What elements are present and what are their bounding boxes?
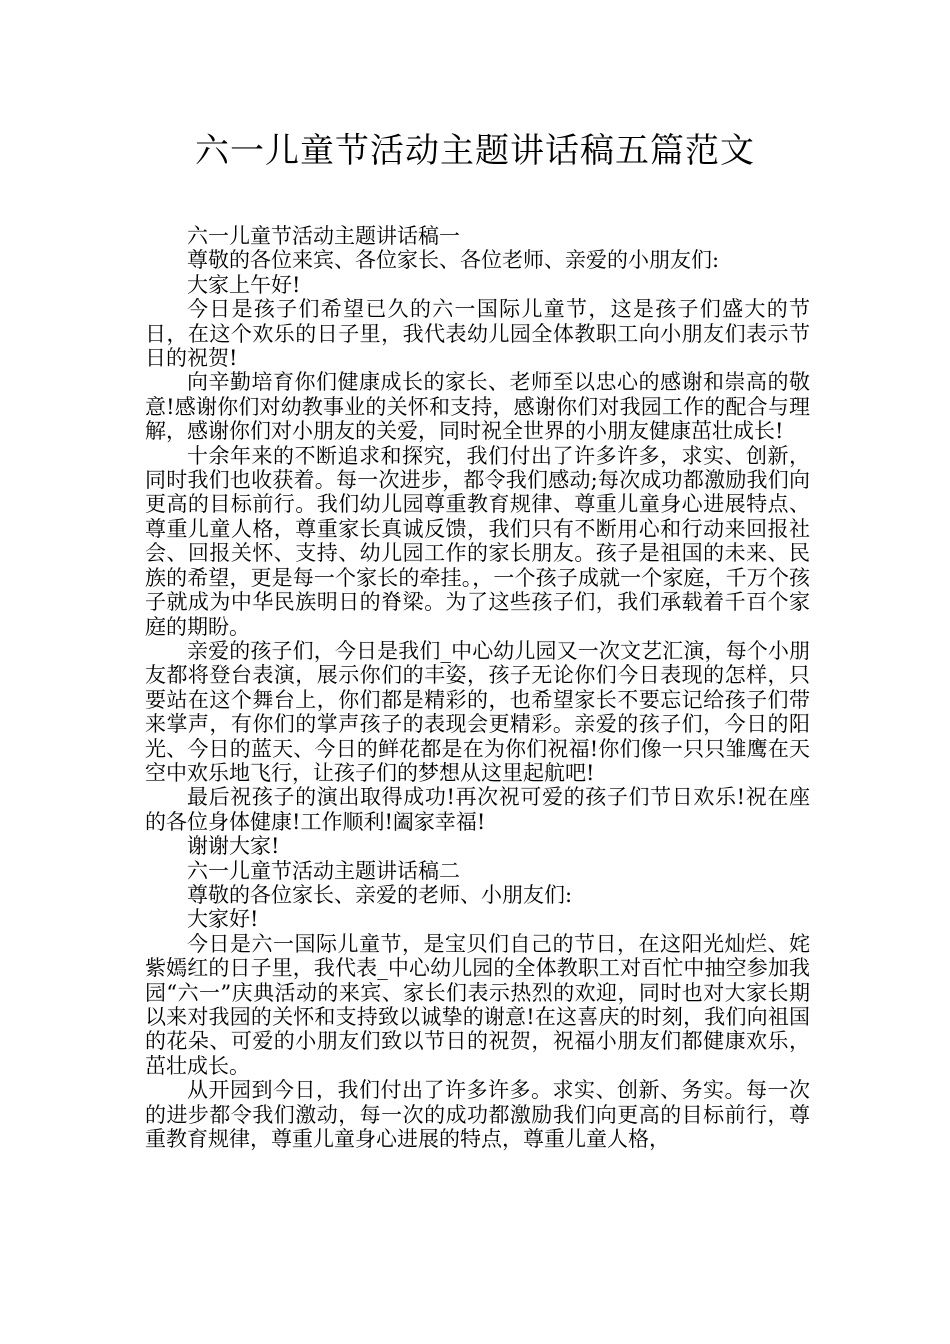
- paragraph: 向辛勤培育你们健康成长的家长、老师至以忠心的感谢和崇高的敬意!感谢你们对幼教事业的关怀和支持，感谢你们对我园工作的配合与理解，感谢你们对小朋友的关爱，同时祝全世界的小朋友健康茁壮成长!: [145, 370, 810, 444]
- paragraph: 亲爱的孩子们，今日是我们_中心幼儿园又一次文艺汇演，每个小朋友都将登台表演，展示你们的丰姿，孩子无论你们今日表现的怎样，只要站在这个舞台上，你们都是精彩的，也希望家长不要忘记给孩子们带来掌声，有你们的掌声孩子的表现会更精彩。亲爱的孩子们，今日的阳光、今日的蓝天、今日的鲜花都是在为你们祝福!你们像一只只雏鹰在天空中欢乐地飞行，让孩子们的梦想从这里起航吧!: [145, 638, 810, 785]
- paragraph: 尊敬的各位来宾、各位家长、各位老师、亲爱的小朋友们:: [187, 248, 720, 273]
- paragraph: 谢谢大家!: [187, 834, 280, 859]
- paragraph: 今日是孩子们希望已久的六一国际儿童节，这是孩子们盛大的节日，在这个欢乐的日子里，我代表幼儿园全体教职工向小朋友们表示节日的祝贺!: [145, 297, 810, 371]
- paragraph: 十余年来的不断追求和探究，我们付出了许多许多，求实、创新，同时我们也收获着。每一次进步，都令我们感动;每次成功都激励我们向更高的目标前行。我们幼儿园尊重教育规律、尊重儿童身心进展特点、尊重儿童人格，尊重家长真诚反馈，我们只有不断用心和行动来回报社会、回报关怀、支持、幼儿园工作的家长朋友。孩子是祖国的未来、民族的希望，更是每一个家长的牵挂。，一个孩子成就一个家庭，千万个孩子就成为中华民族明日的脊梁。为了这些孩子们，我们承载着千百个家庭的期盼。: [145, 443, 810, 639]
- document-body: [145, 224, 810, 1151]
- paragraph: 大家上午好!: [187, 272, 301, 297]
- paragraph: 从开园到今日，我们付出了许多许多。求实、创新、务实。每一次的进步都令我们激动，每一次的成功都激励我们向更高的目标前行，尊重教育规律，尊重儿童身心进展的特点，尊重儿童人格，: [145, 1078, 810, 1152]
- paragraph: 六一儿童节活动主题讲话稿二: [187, 858, 460, 883]
- paragraph: 最后祝孩子的演出取得成功!再次祝可爱的孩子们节日欢乐!祝在座的各位身体健康!工作顺利!阖家幸福!: [145, 785, 810, 834]
- paragraph: 六一儿童节活动主题讲话稿一: [187, 224, 460, 248]
- paragraph: 今日是六一国际儿童节，是宝贝们自己的节日，在这阳光灿烂、姹紫嫣红的日子里，我代表_中心幼儿园的全体教职工对百忙中抽空参加我园“六一”庆典活动的来宾、家长们表示热烈的欢迎，同时也对大家长期以来对我园的关怀和支持致以诚挚的谢意!在这喜庆的时刻，我们向祖国的花朵、可爱的小朋友们致以节日的祝贺，祝福小朋友们都健康欢乐，茁壮成长。: [145, 931, 810, 1078]
- paragraph: 大家好!: [187, 907, 259, 932]
- paragraph: 尊敬的各位家长、亲爱的老师、小朋友们:: [187, 882, 573, 907]
- document-title: 六一儿童节活动主题讲话稿五篇范文: [195, 131, 755, 171]
